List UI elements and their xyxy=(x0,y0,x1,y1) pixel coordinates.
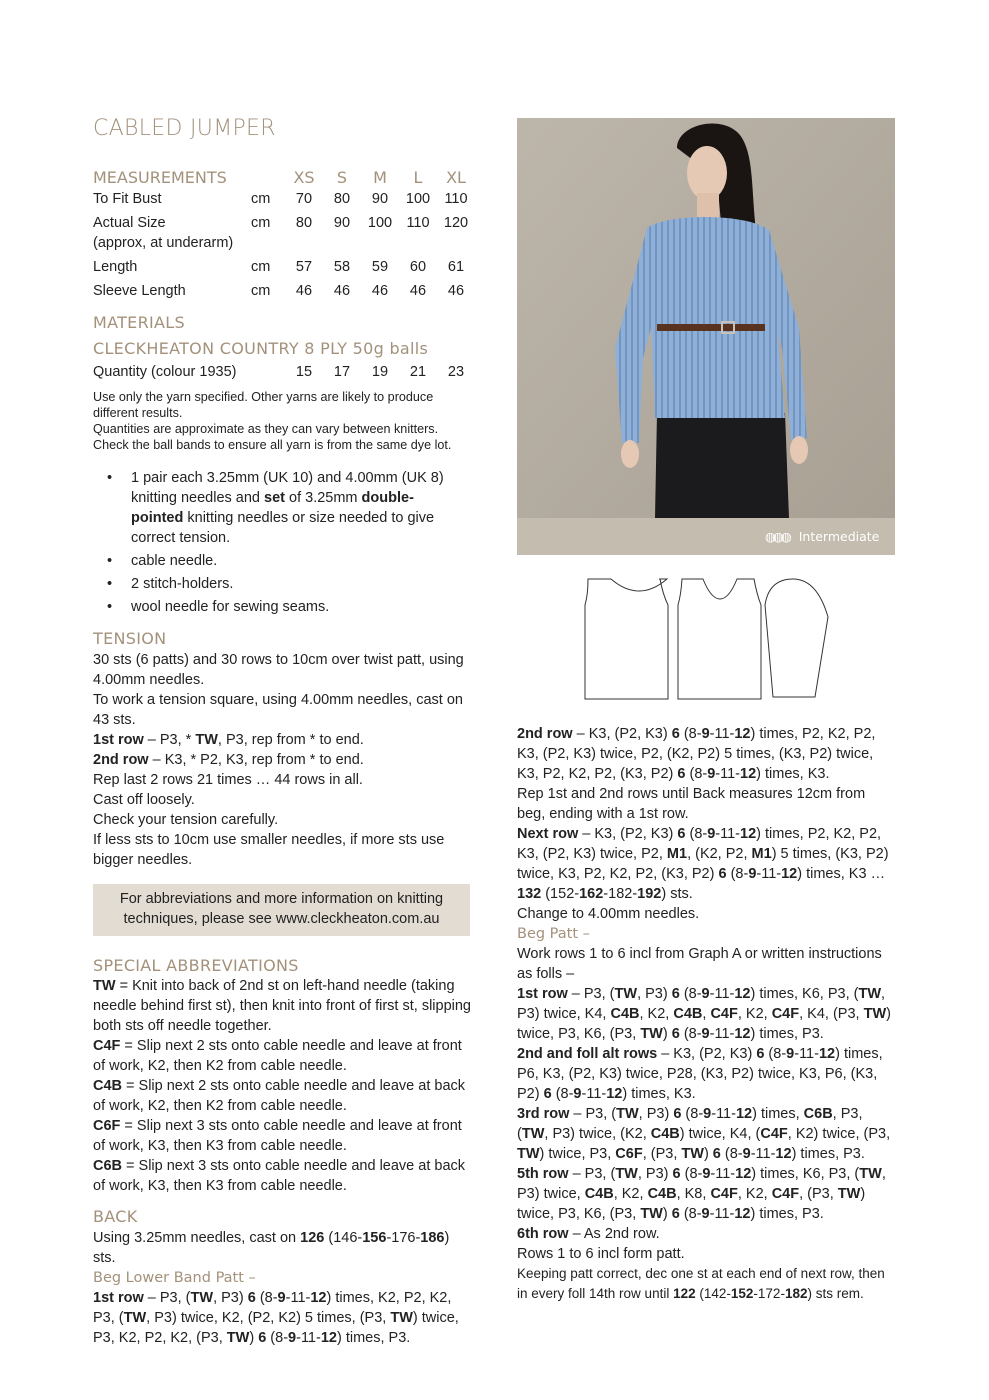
cell: 90 xyxy=(333,215,351,231)
cell: 19 xyxy=(371,364,389,380)
paragraph: Rep 1st and 2nd rows until Back measures 12cm from beg, ending with a 1st row. xyxy=(517,786,866,822)
cell: 21 xyxy=(409,364,427,380)
list-item: C4B = Slip next 2 sts onto cable needle and leave at back of work, K2, then K2 from cable needle. xyxy=(93,1078,466,1114)
rich: 2nd row – K3, (P2, K3) 6 (8-9-11-12) times, P2, K2, P2, K3, (P2, K3) twice, P2, (K2, P2) 5 times, (K3, P2) twice, K3, P2, K2, P2, (K3, P2) 6 (8-9-11-12) times, K3. xyxy=(517,726,876,782)
cell: 15 xyxy=(295,364,313,380)
abbreviations-heading: SPECIAL ABBREVIATIONS xyxy=(93,956,299,975)
materials-list xyxy=(93,468,458,620)
measurements-table xyxy=(93,163,475,307)
rich: 3rd row – P3, (TW, P3) 6 (8-9-11-12) times, C6B, P3, (TW, P3) twice, (K2, C4B) twice, K4, (C4F, K2) twice, (P3, TW) twice, P3, C6F, (P3, TW) 6 (8-9-11-12) times, P3. xyxy=(517,1106,891,1162)
yarn-ball-icon: ◍◍◍ xyxy=(765,529,789,544)
table-row xyxy=(93,259,475,283)
tension-heading: TENSION xyxy=(93,629,167,648)
row-label: Length xyxy=(93,259,138,275)
row-unit: cm xyxy=(251,283,271,299)
back-piece-outline xyxy=(585,579,668,699)
cell: 90 xyxy=(371,191,389,207)
paragraph: Work rows 1 to 6 incl from Graph A or written instructions as folls – xyxy=(517,946,882,982)
list-item: C6B = Slip next 3 sts onto cable needle and leave at back of work, K3, then K3 from cable needle. xyxy=(93,1158,466,1194)
rich: 1st row – P3, (TW, P3) 6 (8-9-11-12) times, K2, P2, K2, P3, (TW, P3) twice, K2, (P2, K2) 5 times, (P3, TW) twice, P3, K2, P2, K2, (P3, TW) 6 (8-9-11-12) times, P3. xyxy=(93,1290,459,1346)
rich: 2nd and foll alt rows – K3, (P2, K3) 6 (8-9-11-12) times, P6, K3, (P2, K3) twice, P28, (K3, P2) twice, K3, P6, (K3, P2) 6 (8-9-11-12) times, K3. xyxy=(517,1046,883,1102)
table-row xyxy=(93,191,475,215)
cell: 46 xyxy=(409,283,427,299)
quantity-label: Quantity (colour 1935) xyxy=(93,364,237,380)
cell: 80 xyxy=(333,191,351,207)
size-xl: XL xyxy=(446,167,466,187)
row-label: Sleeve Length xyxy=(93,283,186,299)
table-row xyxy=(93,215,475,235)
cell: 46 xyxy=(333,283,351,299)
page-title: CABLED JUMPER xyxy=(93,116,276,141)
cell: 80 xyxy=(295,215,313,231)
size-m: M xyxy=(373,167,387,187)
quantity-table xyxy=(93,364,475,388)
size-s: S xyxy=(336,167,348,187)
row-label: To Fit Bust xyxy=(93,191,162,207)
front-piece-outline xyxy=(678,579,761,699)
cell: 46 xyxy=(447,283,465,299)
beg-patt-subheading: Beg Patt – xyxy=(517,926,590,942)
cell: 61 xyxy=(447,259,465,275)
row-unit: cm xyxy=(251,191,271,207)
info-note-box: For abbreviations and more information on knitting techniques, please see www.cleckheaton.com.au xyxy=(93,884,470,936)
tension-text: 30 sts (6 patts) and 30 rows to 10cm over twist patt, using 4.00mm needles. To work a tension square, using 4.00mm needles, cast on 43 sts. 1st row – P3, * TW, P3, rep from * to end. 2nd row – K3, * P2, K3, rep from * to end. Rep last 2 rows 21 times … 44 rows in all. Cast off loosely. Check your tension carefully. If less sts to 10cm use smaller needles, if more sts use bigger needles. xyxy=(93,652,464,868)
list-item: C6F = Slip next 3 sts onto cable needle and leave at front of work, K3, then K3 from cable needle. xyxy=(93,1118,462,1154)
materials-heading: MATERIALS xyxy=(93,313,185,332)
cell: 58 xyxy=(333,259,351,275)
list-item: • 1 pair each 3.25mm (UK 10) and 4.00mm (UK 8) knitting needles and set of 3.25mm double-pointed knitting needles or size needed to give correct tension. xyxy=(93,468,458,548)
rich: 5th row – P3, (TW, P3) 6 (8-9-11-12) times, K6, P3, (TW, P3) twice, C4B, K2, C4B, K8, C4F, K2, C4F, (P3, TW) twice, P3, K6, (P3, TW) 6 (8-9-11-12) times, P3. xyxy=(517,1166,886,1222)
cell: 70 xyxy=(295,191,313,207)
back-subheading: Beg Lower Band Patt – xyxy=(93,1270,256,1286)
cell: 46 xyxy=(371,283,389,299)
back-text xyxy=(93,1228,473,1348)
garment-schematic xyxy=(583,577,833,707)
rich: 1st row – P3, (TW, P3) 6 (8-9-11-12) times, K6, P3, (TW, P3) twice, K4, C4B, K2, C4B, C4F, K2, C4F, K4, (P3, TW) twice, P3, K6, (P3, TW) 6 (8-9-11-12) times, P3. xyxy=(517,986,891,1042)
rich: Keeping patt correct, dec one st at each end of next row, then in every foll 14th row until 122 (142-152-172-182) sts rem. xyxy=(517,1266,885,1301)
cell: 17 xyxy=(333,364,351,380)
rich: Using 3.25mm needles, cast on 126 (146-156-176-186) sts. xyxy=(93,1230,450,1266)
cell: 100 xyxy=(367,215,393,231)
right-column-text xyxy=(517,724,897,1304)
back-heading: BACK xyxy=(93,1207,138,1226)
yarn-note xyxy=(93,389,473,453)
cell: 120 xyxy=(443,215,469,231)
skill-level: Intermediate xyxy=(798,529,880,544)
cell: 59 xyxy=(371,259,389,275)
list-item: • wool needle for sewing seams. xyxy=(93,597,458,617)
cell: 110 xyxy=(444,191,468,207)
size-xs: XS xyxy=(293,167,315,187)
cell: 110 xyxy=(406,215,430,231)
size-l: L xyxy=(413,167,423,187)
row-sublabel: (approx, at underarm) xyxy=(93,235,234,251)
rich: 6th row – As 2nd row. xyxy=(517,1226,660,1242)
abbreviations-list xyxy=(93,976,473,1196)
paragraph: Change to 4.00mm needles. xyxy=(517,906,700,922)
row-unit: cm xyxy=(251,259,271,275)
cell: 57 xyxy=(295,259,313,275)
row-unit: cm xyxy=(251,215,271,231)
cell: 23 xyxy=(447,364,465,380)
cell: 46 xyxy=(295,283,313,299)
yarn-heading: CLECKHEATON COUNTRY 8 PLY 50g balls xyxy=(93,339,429,358)
list-item: TW = Knit into back of 2nd st on left-hand needle (taking needle behind first st), then knit into front of first st, slipping both sts off needle together. xyxy=(93,978,471,1034)
table-row xyxy=(93,283,475,307)
table-row xyxy=(93,364,475,388)
model-photo xyxy=(517,118,895,555)
row-label: Actual Size xyxy=(93,215,166,231)
list-item: • 2 stitch-holders. xyxy=(93,574,458,594)
paragraph: Rows 1 to 6 incl form patt. xyxy=(517,1246,685,1262)
rich: Next row – K3, (P2, K3) 6 (8-9-11-12) times, P2, K2, P2, K3, (P2, K3) twice, P2, M1, (K2, P2, M1) 5 times, (K3, P2) twice, K3, P2, K2, P2, (K3, P2) 6 (8-9-11-12) times, K3 … 132 (152-162-182-192) sts. xyxy=(517,826,889,902)
list-item: C4F = Slip next 2 sts onto cable needle and leave at front of work, K2, then K2 from cable needle. xyxy=(93,1038,462,1074)
sleeve-piece-outline xyxy=(765,579,828,697)
measurements-heading: MEASUREMENTS xyxy=(93,167,227,187)
list-item: • cable needle. xyxy=(93,551,458,571)
cell: 100 xyxy=(405,191,431,207)
yarn-note-1: Use only the yarn specified. Other yarns are likely to produce different results. xyxy=(93,390,434,420)
cell: 60 xyxy=(409,259,427,275)
yarn-note-2: Quantities are approximate as they can vary between knitters. Check the ball bands to ensure all yarn is from the same dye lot. xyxy=(93,422,452,452)
skill-badge xyxy=(765,529,879,544)
